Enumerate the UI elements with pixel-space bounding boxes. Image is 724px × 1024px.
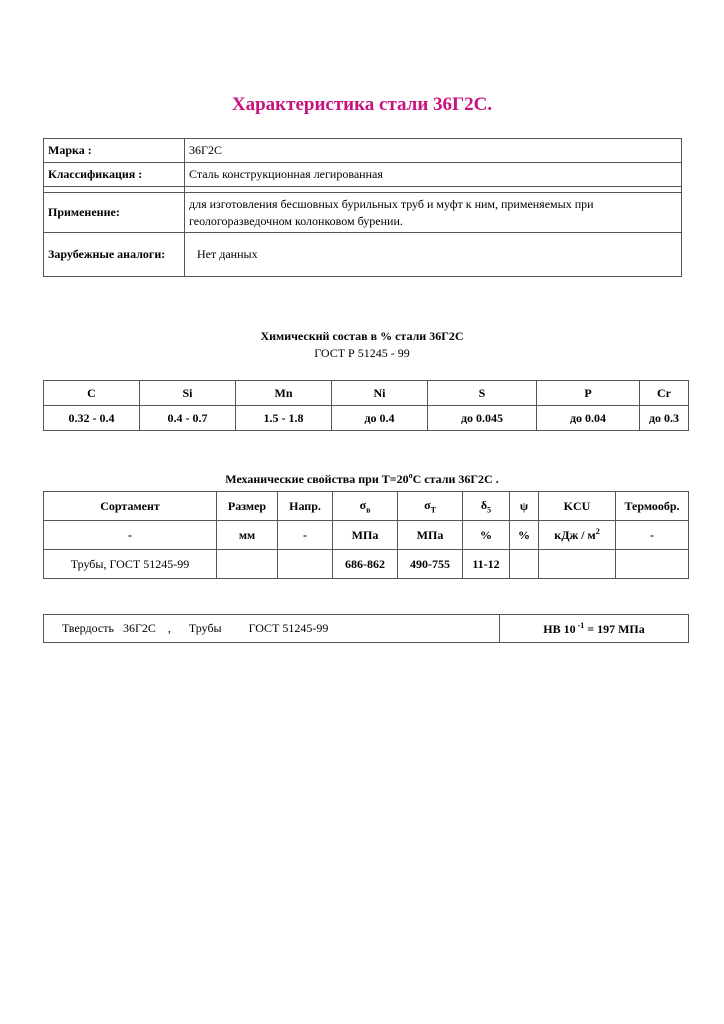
mech-header-sigma-t [398,492,463,521]
chem-header-p: P [537,381,640,406]
chem-header-mn: Mn [236,381,332,406]
sigma-symbol: σ [424,497,431,512]
mech-unit-size: мм [217,521,278,550]
application-value: для изготовления бесшовных бурильных труб и муфт к ним, применяемых при геологоразведочном колонковом бурении. [185,193,682,233]
mech-unit-delta: % [463,521,510,550]
mech-unit-sigma-v: МПа [333,521,398,550]
chem-header-cr: Cr [640,381,689,406]
mech-value-heat-treatment [616,550,689,579]
page-title: Характеристика стали 36Г2С. [231,94,493,115]
classification-value: Сталь конструкционная легированная [185,163,682,187]
classification-label: Классификация : [44,163,185,187]
mech-caption [0,471,724,487]
chem-table [43,380,689,431]
analogs-label: Зарубежные аналоги: [44,233,185,277]
mech-data-row [44,550,689,579]
chem-header-s: S [428,381,537,406]
hardness-value-exponent: -1 [575,620,585,630]
grade-value: 36Г2С [185,139,682,163]
delta-subscript: 5 [487,505,492,515]
mech-caption-degree: o [408,471,413,480]
mech-header-kcu: KCU [539,492,616,521]
mech-value-size [217,550,278,579]
mech-caption-pre: Механические свойства при Т=20 [225,472,409,486]
mech-header-sigma-v [333,492,398,521]
info-row-grade [44,139,682,163]
info-table [43,138,682,277]
sigma-symbol: σ [359,497,367,512]
info-row-application [44,193,682,233]
chem-caption: Химический состав в % стали 36Г2С [260,329,464,343]
mech-unit-heat-treatment: - [616,521,689,550]
info-row-classification [44,163,682,187]
mech-unit-psi: % [510,521,539,550]
hardness-value [500,615,689,643]
hardness-description: Твердость 36Г2С , Трубы ГОСТ 51245-99 [44,615,500,643]
kcu-unit: кДж / м [554,528,596,542]
hardness-table [43,614,689,643]
mech-unit-direction: - [278,521,333,550]
chem-header-row [44,381,689,406]
mech-value-sigma-t: 490-755 [398,550,463,579]
chem-value-mn: 1.5 - 1.8 [236,406,332,431]
grade-label: Марка : [44,139,185,163]
mech-units-row [44,521,689,550]
mech-header-sortament: Сортамент [44,492,217,521]
chem-value-si: 0.4 - 0.7 [140,406,236,431]
mech-value-psi [510,550,539,579]
chem-header-ni: Ni [332,381,428,406]
hardness-value-pre: HB 10 [543,621,576,636]
mech-value-sortament: Трубы, ГОСТ 51245-99 [44,550,217,579]
mech-caption-post: С стали 36Г2С . [412,472,499,486]
hardness-row [44,615,689,643]
mech-unit-kcu [539,521,616,550]
sigma-v-subscript: в [366,505,371,515]
info-row-analogs [44,233,682,277]
chem-value-row [44,406,689,431]
chem-value-cr: до 0.3 [640,406,689,431]
mech-unit-sortament: - [44,521,217,550]
hardness-value-post: = 197 МПа [584,621,645,636]
chem-value-s: до 0.045 [428,406,537,431]
mech-value-sigma-v: 686-862 [333,550,398,579]
mech-value-direction [278,550,333,579]
mech-table [43,491,689,579]
chem-standard: ГОСТ Р 51245 - 99 [314,346,410,360]
mech-header-delta [463,492,510,521]
kcu-unit-exponent: 2 [595,527,600,536]
chem-value-p: до 0.04 [537,406,640,431]
delta-symbol: δ [480,497,488,512]
mech-header-psi: ψ [510,492,539,521]
application-label: Применение: [44,193,185,233]
mech-unit-sigma-t: МПа [398,521,463,550]
mech-value-kcu [539,550,616,579]
chem-header-si: Si [140,381,236,406]
chem-value-ni: до 0.4 [332,406,428,431]
sigma-t-subscript: T [430,505,436,515]
chem-value-c: 0.32 - 0.4 [44,406,140,431]
mech-header-row [44,492,689,521]
chem-header-c: C [44,381,140,406]
mech-value-delta: 11-12 [463,550,510,579]
mech-header-direction: Напр. [278,492,333,521]
mech-header-heat-treatment: Термообр. [616,492,689,521]
mech-header-size: Размер [217,492,278,521]
analogs-value: Нет данных [185,233,682,277]
